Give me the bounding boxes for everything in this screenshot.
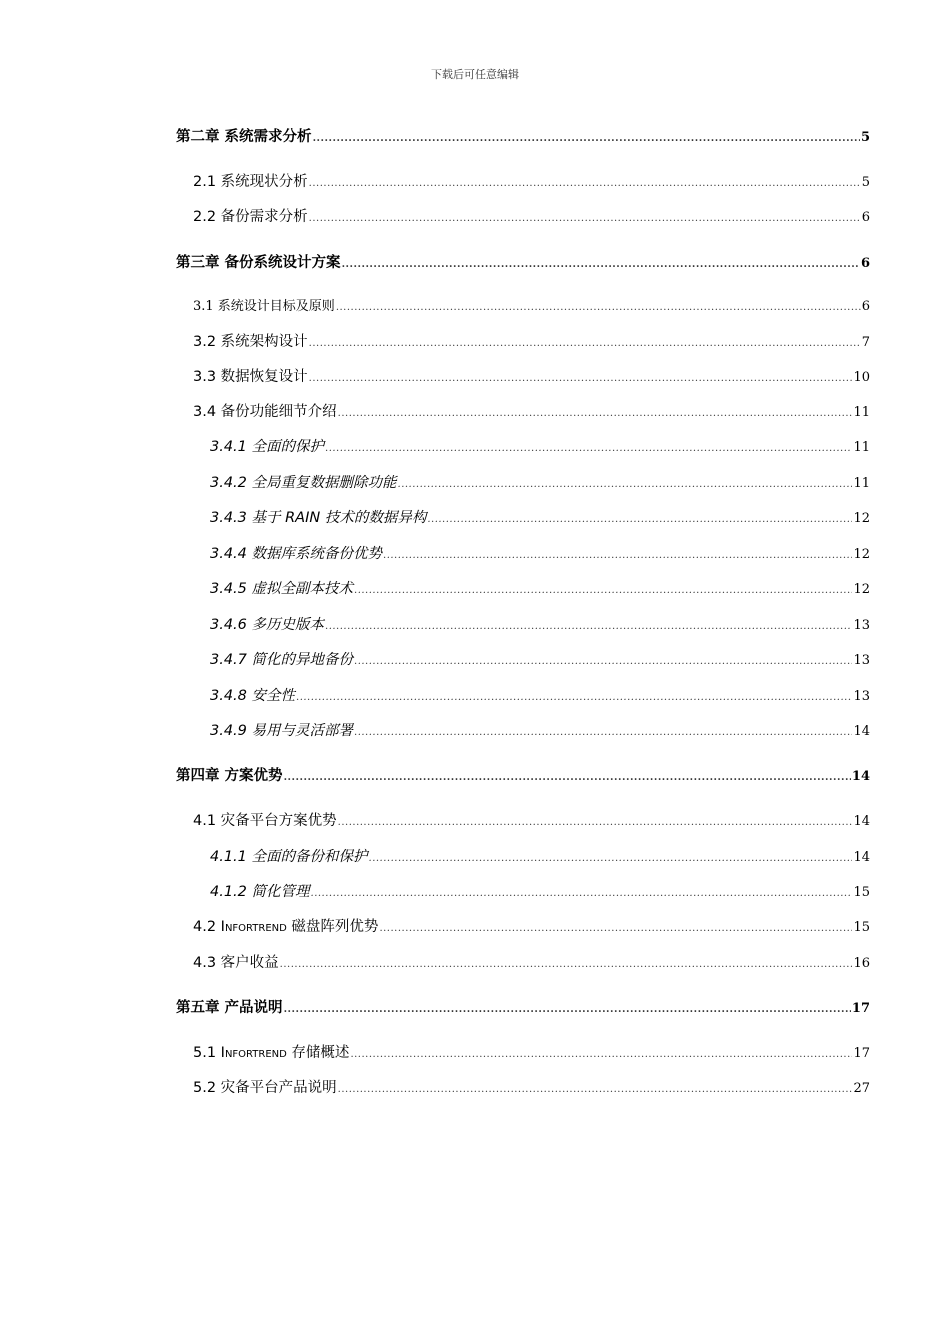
- toc-entry-label: 第二章 系统需求分析: [176, 129, 312, 145]
- toc-entry[interactable]: [193, 953, 870, 975]
- toc-page-number: 17: [853, 1046, 870, 1061]
- toc-page-number: 14: [853, 814, 870, 829]
- toc-entry[interactable]: [193, 402, 870, 424]
- toc-page-number: 6: [861, 210, 870, 225]
- toc-entry-label: 4.1.1 全面的备份和保护: [210, 849, 368, 865]
- toc-entry[interactable]: [193, 172, 870, 194]
- toc-entry-label: 4.2 Infortrend 磁盘阵列优势: [193, 919, 379, 935]
- toc-entry[interactable]: [210, 721, 870, 743]
- toc-leader-dots: [309, 209, 861, 229]
- toc-entry[interactable]: [210, 686, 870, 708]
- toc-entry-label: 第四章 方案优势: [176, 768, 283, 784]
- toc-page-number: 12: [853, 511, 870, 526]
- toc-entry-label: 5.2 灾备平台产品说明: [193, 1080, 337, 1096]
- toc-leader-dots: [338, 813, 853, 833]
- toc-leader-dots: [383, 546, 852, 566]
- toc-leader-dots: [354, 581, 852, 601]
- toc-entry[interactable]: [210, 615, 870, 637]
- toc-page-number: 7: [861, 335, 870, 350]
- toc-leader-dots: [284, 768, 851, 788]
- toc-entry[interactable]: [193, 297, 870, 318]
- toc-entry-label: 3.4 备份功能细节介绍: [193, 404, 337, 420]
- toc-entry[interactable]: [176, 766, 870, 788]
- toc-entry[interactable]: [210, 544, 870, 566]
- toc-page-number: 16: [853, 956, 870, 971]
- toc-page-number: 11: [853, 440, 870, 455]
- toc-page-number: 5: [861, 175, 870, 190]
- toc-page-number: 27: [853, 1081, 870, 1096]
- toc-page-number: 10: [853, 370, 870, 385]
- toc-leader-dots: [325, 617, 852, 637]
- toc-entry-label: 3.4.6 多历史版本: [210, 617, 325, 633]
- toc-entry-label: 3.4.3 基于 RAIN 技术的数据异构: [210, 510, 427, 526]
- toc-leader-dots: [309, 369, 853, 389]
- toc-page-number: 11: [853, 405, 870, 420]
- toc-leader-dots: [427, 510, 852, 530]
- toc-leader-dots: [311, 884, 853, 904]
- toc-leader-dots: [296, 688, 852, 708]
- toc-leader-dots: [354, 652, 852, 672]
- toc-leader-dots: [309, 334, 861, 354]
- toc-leader-dots: [338, 1080, 853, 1100]
- toc-entry-label: 3.4.1 全面的保护: [210, 439, 325, 455]
- toc-entry[interactable]: [193, 1078, 870, 1100]
- toc-entry-label: 3.3 数据恢复设计: [193, 369, 308, 385]
- toc-entry-label: 3.4.8 安全性: [210, 688, 296, 704]
- toc-entry[interactable]: [210, 437, 870, 459]
- toc-leader-dots: [354, 723, 852, 743]
- toc-entry[interactable]: [193, 207, 870, 229]
- toc-page-number: 13: [853, 689, 870, 704]
- toc-page-number: 12: [853, 547, 870, 562]
- toc-leader-dots: [280, 955, 853, 975]
- toc-leader-dots: [379, 919, 852, 939]
- toc-page-number: 6: [861, 299, 870, 314]
- toc-entry[interactable]: [176, 127, 870, 149]
- toc-page-number: 5: [860, 130, 870, 145]
- toc-entry-label: 3.4.7 简化的异地备份: [210, 652, 354, 668]
- toc-page-number: 6: [860, 256, 870, 271]
- toc-page-number: 14: [851, 769, 870, 784]
- toc-entry-label: 5.1 Infortrend 存储概述: [193, 1045, 350, 1061]
- toc-entry-label: 2.1 系统现状分析: [193, 174, 308, 190]
- toc-page-number: 17: [851, 1001, 870, 1016]
- toc-leader-dots: [350, 1045, 852, 1065]
- toc-leader-dots: [336, 298, 861, 318]
- toc-entry-label: 第三章 备份系统设计方案: [176, 255, 341, 271]
- toc-leader-dots: [398, 475, 853, 495]
- toc-page-number: 13: [853, 618, 870, 633]
- toc-entry[interactable]: [210, 579, 870, 601]
- toc-entry[interactable]: [210, 473, 870, 495]
- toc-entry-label: 3.4.5 虚拟全副本技术: [210, 581, 354, 597]
- toc-entry[interactable]: [176, 253, 870, 275]
- toc-leader-dots: [338, 404, 853, 424]
- toc-entry[interactable]: [210, 508, 870, 530]
- toc-leader-dots: [325, 439, 852, 459]
- toc-entry[interactable]: [210, 847, 870, 869]
- toc-page-number: 13: [853, 653, 870, 668]
- toc-page-number: 14: [853, 850, 870, 865]
- toc-page-number: 15: [853, 885, 870, 900]
- toc-entry[interactable]: [193, 1043, 870, 1065]
- toc-entry-label: 4.1.2 简化管理: [210, 884, 310, 900]
- toc-entry[interactable]: [193, 332, 870, 354]
- toc-entry-label: 4.3 客户收益: [193, 955, 279, 971]
- toc-entry-label: 第五章 产品说明: [176, 1000, 283, 1016]
- toc-page-number: 14: [853, 724, 870, 739]
- toc-leader-dots: [369, 849, 853, 869]
- toc-entry-label: 3.1 系统设计目标及原则: [193, 299, 335, 314]
- toc-leader-dots: [342, 255, 860, 275]
- toc-leader-dots: [284, 1000, 851, 1020]
- toc-entry[interactable]: [210, 882, 870, 904]
- toc-page-number: 12: [853, 582, 870, 597]
- toc-entry[interactable]: [193, 917, 870, 939]
- toc-page-number: 11: [853, 476, 870, 491]
- toc-entry-label: 3.4.9 易用与灵活部署: [210, 723, 354, 739]
- toc-entry[interactable]: [193, 367, 870, 389]
- toc-page-number: 15: [853, 920, 870, 935]
- toc-entry-label: 3.4.2 全局重复数据删除功能: [210, 475, 397, 491]
- toc-leader-dots: [313, 129, 860, 149]
- page-header: 下载后可任意编辑: [431, 68, 519, 81]
- toc-entry-label: 3.4.4 数据库系统备份优势: [210, 546, 383, 562]
- toc-entry-label: 2.2 备份需求分析: [193, 209, 308, 225]
- toc-entry[interactable]: [210, 650, 870, 672]
- toc-entry[interactable]: [176, 998, 870, 1020]
- toc-entry-label: 4.1 灾备平台方案优势: [193, 813, 337, 829]
- toc-leader-dots: [309, 174, 861, 194]
- toc-entry-label: 3.2 系统架构设计: [193, 334, 308, 350]
- toc-entry[interactable]: [193, 811, 870, 833]
